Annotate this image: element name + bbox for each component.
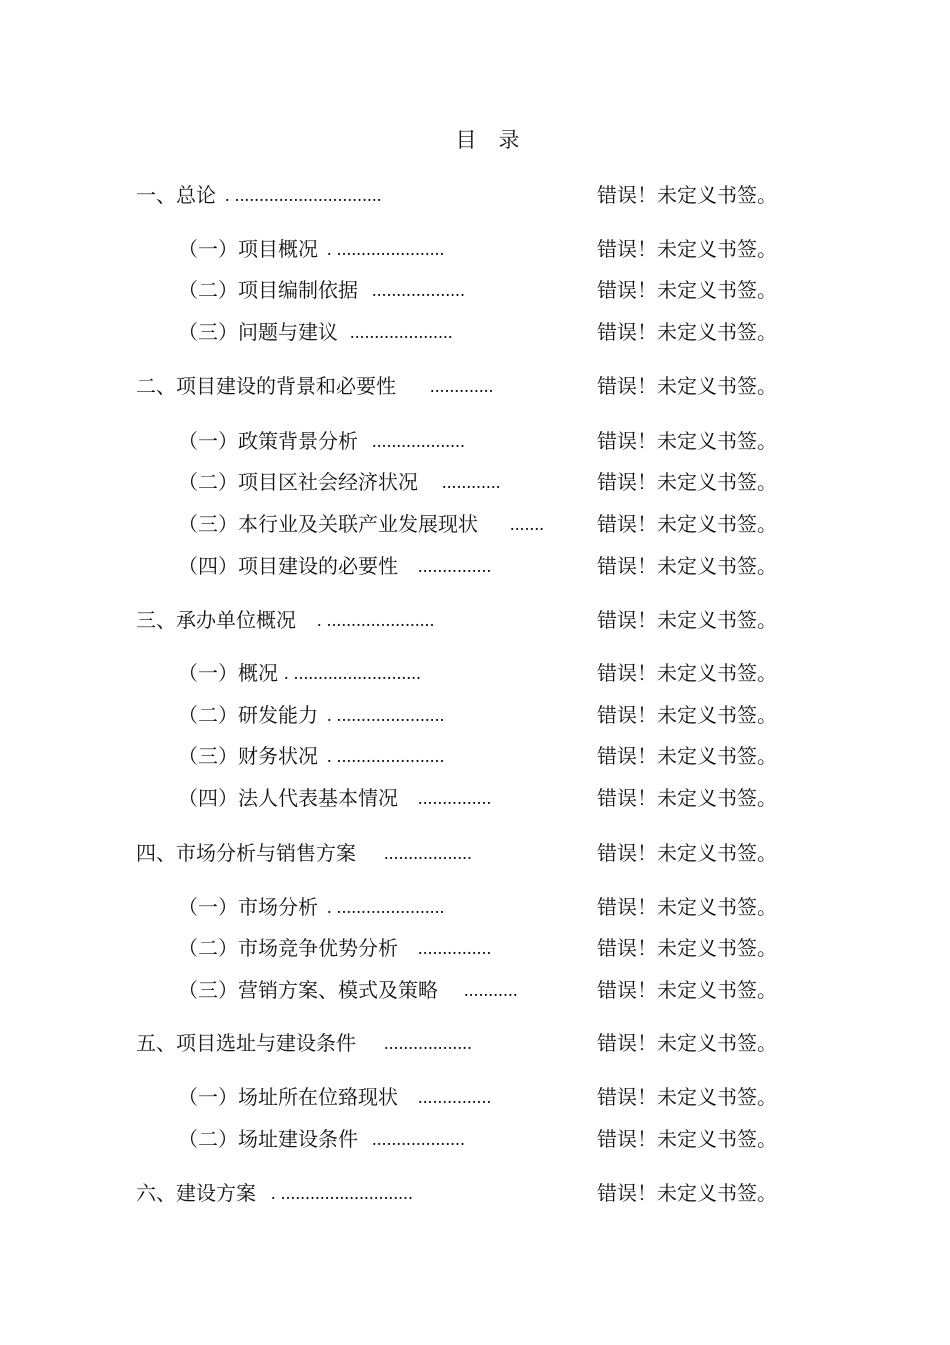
toc-entry-label: （三）本行业及关联产业发展现状 bbox=[178, 512, 478, 536]
toc-entry-label: 二、项目建设的背景和必要性 bbox=[136, 374, 396, 398]
toc-entry-leader: . ...................... bbox=[327, 897, 445, 917]
toc-entry-page: 错误！未定义书签。 bbox=[597, 661, 777, 685]
toc-entry-leader: ................... bbox=[372, 1129, 466, 1149]
toc-entry-section-4-2[interactable] bbox=[0, 933, 950, 963]
toc-entry-section-3-1[interactable] bbox=[0, 658, 950, 688]
toc-entry-leader: ............... bbox=[418, 938, 492, 958]
toc-title-part1: 目 bbox=[455, 128, 477, 152]
toc-entry-label: （一）政策背景分析 bbox=[178, 429, 358, 453]
toc-entry-page: 错误！未定义书签。 bbox=[597, 1127, 777, 1151]
toc-entry-leader: ............. bbox=[430, 376, 494, 396]
toc-entry-section-5-2[interactable] bbox=[0, 1124, 950, 1154]
toc-entry-chapter-6[interactable] bbox=[0, 1178, 950, 1208]
toc-entry-leader: . .............................. bbox=[225, 185, 382, 205]
toc-entry-leader: . ...................... bbox=[327, 705, 445, 725]
toc-entry-label: （四）项目建设的必要性 bbox=[178, 554, 398, 578]
toc-entry-chapter-3[interactable] bbox=[0, 605, 950, 635]
toc-entry-label: （三）财务状况 bbox=[178, 744, 318, 768]
toc-entry-page: 错误！未定义书签。 bbox=[597, 429, 777, 453]
toc-entry-page: 错误！未定义书签。 bbox=[597, 512, 777, 536]
toc-entry-page: 错误！未定义书签。 bbox=[597, 470, 777, 494]
toc-entry-section-3-2[interactable] bbox=[0, 700, 950, 730]
toc-entry-page: 错误！未定义书签。 bbox=[597, 841, 777, 865]
toc-entry-label: （二）研发能力 bbox=[178, 703, 318, 727]
toc-entry-page: 错误！未定义书签。 bbox=[597, 978, 777, 1002]
toc-entry-page: 错误！未定义书签。 bbox=[597, 1181, 777, 1205]
toc-entry-label: （三）营销方案、模式及策略 bbox=[178, 978, 438, 1002]
toc-entry-label: （一）市场分析 bbox=[178, 895, 318, 919]
toc-entry-leader: ....... bbox=[510, 514, 545, 534]
toc-entry-section-2-4[interactable] bbox=[0, 551, 950, 581]
toc-entry-label: （一）项目概况 bbox=[178, 237, 318, 261]
toc-entry-page: 错误！未定义书签。 bbox=[597, 744, 777, 768]
toc-entry-leader: ............... bbox=[418, 788, 492, 808]
toc-entry-page: 错误！未定义书签。 bbox=[597, 1031, 777, 1055]
toc-entry-leader: .................. bbox=[384, 843, 473, 863]
toc-entry-leader: ........... bbox=[464, 980, 518, 1000]
toc-entry-section-2-1[interactable] bbox=[0, 426, 950, 456]
toc-entry-page: 错误！未定义书签。 bbox=[597, 936, 777, 960]
toc-entry-page: 错误！未定义书签。 bbox=[597, 1085, 777, 1109]
toc-entry-section-1-2[interactable] bbox=[0, 275, 950, 305]
toc-entry-leader: . ...................... bbox=[317, 610, 435, 630]
toc-entry-leader: ............ bbox=[442, 472, 501, 492]
toc-entry-label: （三）问题与建议 bbox=[178, 320, 338, 344]
toc-entry-label: 五、项目选址与建设条件 bbox=[136, 1031, 356, 1055]
toc-entry-label: 三、承办单位概况 bbox=[136, 608, 296, 632]
toc-entry-label: 四、市场分析与销售方案 bbox=[136, 841, 356, 865]
toc-entry-leader: . ........................... bbox=[271, 1183, 414, 1203]
toc-entry-section-1-1[interactable] bbox=[0, 234, 950, 264]
toc-entry-label: （一）场址所在位臵现状 bbox=[178, 1085, 398, 1109]
toc-entry-page: 错误！未定义书签。 bbox=[597, 895, 777, 919]
toc-entry-leader: .................. bbox=[384, 1033, 473, 1053]
toc-entry-leader: ................... bbox=[372, 431, 466, 451]
toc-entry-leader: ..................... bbox=[350, 322, 453, 342]
toc-entry-section-4-1[interactable] bbox=[0, 892, 950, 922]
toc-entry-chapter-5[interactable] bbox=[0, 1028, 950, 1058]
toc-entry-page: 错误！未定义书签。 bbox=[597, 608, 777, 632]
toc-entry-label: （二）项目区社会经济状况 bbox=[178, 470, 418, 494]
toc-entry-page: 错误！未定义书签。 bbox=[597, 703, 777, 727]
toc-entry-leader: ................... bbox=[372, 280, 466, 300]
toc-entry-page: 错误！未定义书签。 bbox=[597, 183, 777, 207]
toc-entry-chapter-4[interactable] bbox=[0, 838, 950, 868]
toc-entry-leader: ............... bbox=[418, 1087, 492, 1107]
toc-entry-chapter-1[interactable] bbox=[0, 180, 950, 210]
toc-entry-page: 错误！未定义书签。 bbox=[597, 237, 777, 261]
toc-entry-section-1-3[interactable] bbox=[0, 317, 950, 347]
toc-entry-label: （二）场址建设条件 bbox=[178, 1127, 358, 1151]
toc-entry-section-3-4[interactable] bbox=[0, 783, 950, 813]
toc-entry-page: 错误！未定义书签。 bbox=[597, 320, 777, 344]
toc-entry-label: 一、总论 bbox=[136, 183, 216, 207]
toc-entry-leader: . ...................... bbox=[327, 746, 445, 766]
toc-entry-label: （二）项目编制依据 bbox=[178, 278, 358, 302]
toc-entry-label: （四）法人代表基本情况 bbox=[178, 786, 398, 810]
toc-entry-leader: . ...................... bbox=[327, 239, 445, 259]
toc-entry-section-4-3[interactable] bbox=[0, 975, 950, 1005]
toc-entry-label: 六、建设方案 bbox=[136, 1181, 256, 1205]
toc-entry-section-5-1[interactable] bbox=[0, 1082, 950, 1112]
toc-entry-chapter-2[interactable] bbox=[0, 371, 950, 401]
toc-entry-label: （一）概况 bbox=[178, 661, 278, 685]
toc-entry-page: 错误！未定义书签。 bbox=[597, 554, 777, 578]
toc-entry-leader: ............... bbox=[418, 556, 492, 576]
toc-entry-label: （二）市场竞争优势分析 bbox=[178, 936, 398, 960]
toc-entry-leader: . .......................... bbox=[284, 663, 422, 683]
toc-entry-page: 错误！未定义书签。 bbox=[597, 786, 777, 810]
toc-entry-section-3-3[interactable] bbox=[0, 741, 950, 771]
toc-entry-page: 错误！未定义书签。 bbox=[597, 278, 777, 302]
toc-title-part2: 录 bbox=[498, 128, 520, 152]
toc-entry-page: 错误！未定义书签。 bbox=[597, 374, 777, 398]
toc-entry-section-2-2[interactable] bbox=[0, 467, 950, 497]
toc-entry-section-2-3[interactable] bbox=[0, 509, 950, 539]
